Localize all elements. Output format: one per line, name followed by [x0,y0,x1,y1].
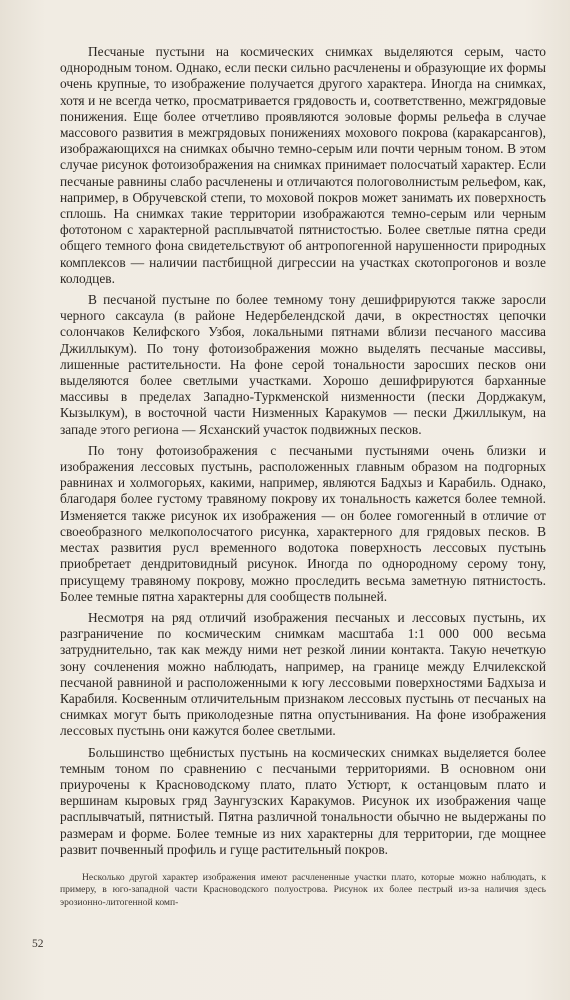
paragraph-loess-deserts: По тону фотоизображения с песчаными пустынями очень близки и изображения лессовых пустынь, расположенных главным образом на подгорных равнинах и холмогорьях, какими, например, являются Бадхыз и Карабиль. Однако, благодаря более густому травяному покрову их тональность кажется более темной. Изменяется также рисунок их изображения — он более гомогенный в отличие от своеобразного мелкополосчатого рисунка, характерного для грядовых песков. В местах развития русл временного водотока поверхность лессовых пустынь приобретает дендритовидный рисунок. Иногда по однородному серому тону, присущему травяному покрову, можно проследить весьма заметную пятнистость. Более темные пятна характерны для сообществ полыней. [60,442,546,604]
paragraph-saxaul-thickets: В песчаной пустыне по более темному тону дешифрируются также заросли черного саксаула (в районе Недербелендской дачи, в окрестностях цепочки солончаков Келифского Узбоя, локальными пятнами вблизи песчаного массива Джиллыкум). По тону фотоизображения можно выделять песчаные массивы, лишенные растительности. На фоне серой тональности заросших песков они выделяются более светлыми участками. Хорошо дешифрируются барханные массивы в пределах Западно-Туркменской низменности (пески Дорджакум, Кызылкум), в восточной части Низменных Каракумов — пески Джиллыкум, на западе этого региона — Ясханский участок подвижных песков. [60,292,546,437]
main-text [60,44,546,858]
paragraph-sandy-deserts: Песчаные пустыни на космических снимках выделяются серым, часто однородным тоном. Однако, если пески сильно расчленены и образующие их формы очень крупные, то изображение получается другого характера. Иногда на снимках, хотя и не всегда четко, просматривается грядовость и, соответственно, межгрядовые понижения. Еще более отчетливо проявляются эоловые формы рельефа в случае массового развития в межгрядовых понижениях мохового покрова (каракарсангов), изображающихся на снимках обычно темно-серым или почти черным тоном. В этом случае рисунок фотоизображения на снимках принимает полосчатый характер. Если песчаные равнины слабо расчленены и отличаются пологоволнистым рельефом, как, например, в Обручевской степи, то моховой покров может занимать их поверхность сплошь. На снимках такие территории изображаются темно-серым или черным фототоном с характерной расплывчатой пятнистостью. Более светлые пятна среди общего темного фона свидетельствуют об антропогенной нарушенности природных комплексов — наличии пастбищной дигрессии на участках скотопрогонов и возле колодцев. [60,44,546,286]
paragraph-differentiation: Несмотря на ряд отличий изображения песчаных и лессовых пустынь, их разграничение по космическим снимкам масштаба 1:1 000 000 весьма затруднительно, так как между ними нет резкой линии контакта. Такую нечеткую зону сочленения можно наблюдать, например, на границе между Елчилекской песчаной равниной и расположенными к югу лессовыми поверхностями Бадхыза и Карабиля. Косвенным отличительным признаком лессовых пустынь от песчаных на снимках могут быть приколодезные пятна опустынивания. На фоне изображения лессовых пустынь они кажутся более светлыми. [60,609,546,739]
footnote: Несколько другой характер изображения имеют расчлененные участки плато, которые можно наблюдать, к примеру, в юго-западной части Красноводского полуострова. Рисунок их более пестрый из-за наличия здесь эрозионно-литогенной комп- [60,871,546,908]
page-number: 52 [32,938,44,950]
paragraph-gravel-deserts: Большинство щебнистых пустынь на космических снимках выделяется более темным тоном по сравнению с песчаными территориями. В основном они приурочены к Красноводскому плато, плато Устюрт, к останцовым плато и вершинам кыровых гряд Заунгузских Каракумов. Рисунок их изображения чаще расплывчатый, пятнистый. Пятна различной тональности обычно не выдержаны по размерам и форме. Более темные из них характерны для территории, где мощнее развит почвенный профиль и гуще растительный покров. [60,744,546,857]
